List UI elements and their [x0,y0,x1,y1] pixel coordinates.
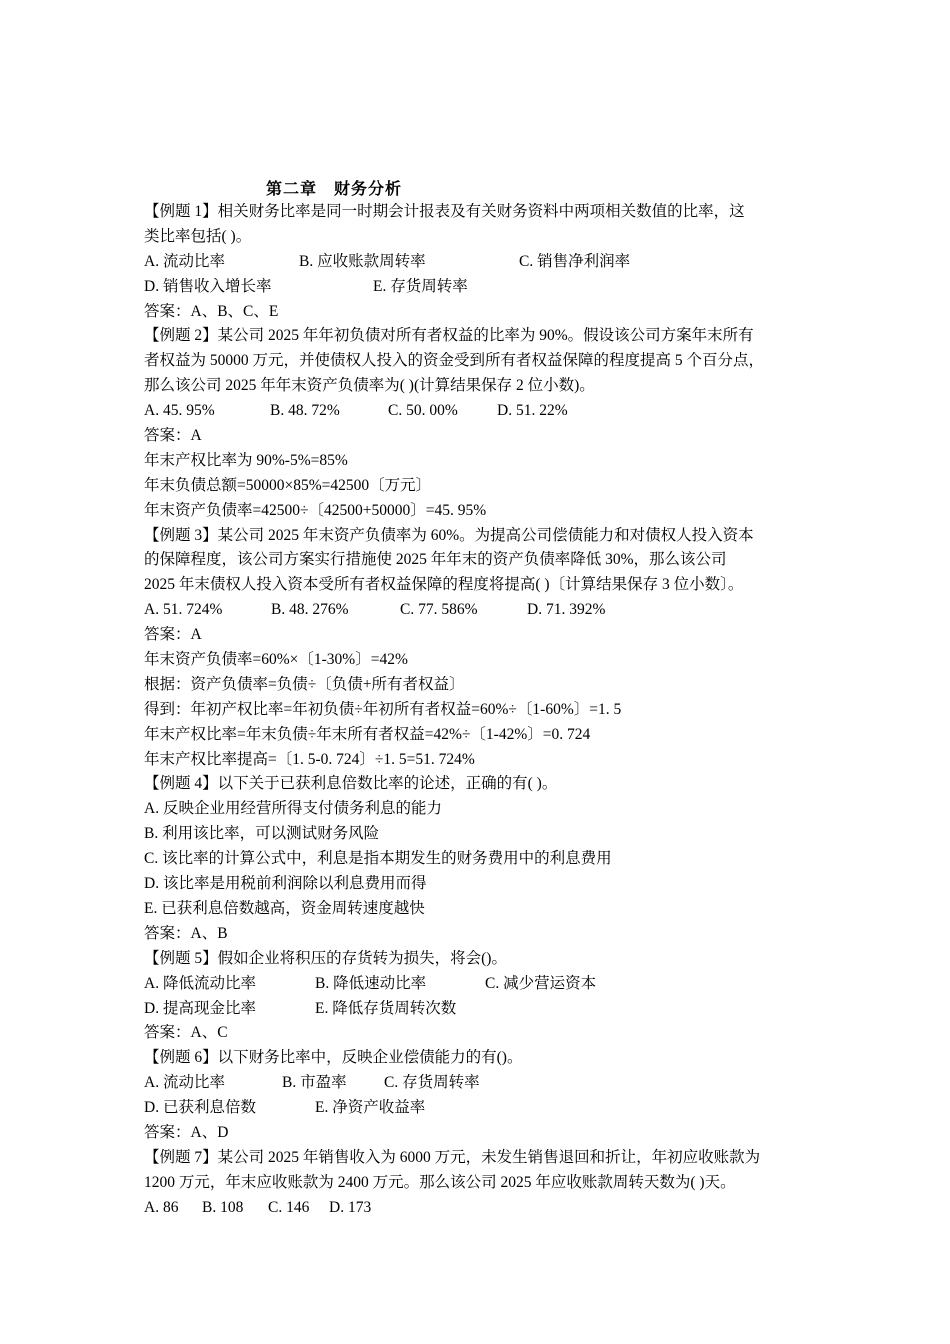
q7-option-a: A. 86 [144,1198,179,1216]
q6-options-row-1 [144,1071,814,1096]
q3-option-a: A. 51. 724% [144,601,223,619]
q6-option-b: B. 市盈率 [282,1074,347,1092]
q6-option-c: C. 存货周转率 [384,1074,480,1092]
q5-option-a: A. 降低流动比率 [144,974,256,992]
q2-stem-line-3: 那么该公司 2025 年年末资产负债率为( )(计算结果保存 2 位小数)。 [144,377,595,395]
q7-stem-line-2: 1200 万元，年末应收账款为 2400 万元。那么该公司 2025 年应收账款周转天数为( )天。 [144,1173,736,1191]
q3-solution-line-5: 年末产权比率提高=〔1. 5-0. 724〕÷1. 5=51. 724% [144,750,475,768]
q6-answer: 答案：A、D [144,1123,229,1141]
q3-option-c: C. 77. 586% [400,601,478,619]
q6-option-a: A. 流动比率 [144,1074,225,1092]
q4-option-a: A. 反映企业用经营所得支付债务利息的能力 [144,800,442,818]
q7-option-b: B. 108 [202,1198,244,1216]
q2-answer: 答案：A [144,427,202,445]
document-body [144,200,814,1221]
q3-solution-line-3: 得到：年初产权比率=年初负债÷年初所有者权益=60%÷〔1-60%〕=1. 5 [144,700,622,718]
q2-stem-line-2: 者权益为 50000 万元，并使债权人投入的资金受到所有者权益保障的程度提高 5 个百分点， [144,352,765,370]
q2-solution-line-2: 年末负债总额=50000×85%=42500〔万元〕 [144,476,432,494]
q3-solution-line-4: 年末产权比率=年末负债÷年末所有者权益=42%÷〔1-42%〕=0. 724 [144,725,591,743]
q3-solution-line-2: 根据：资产负债率=负债÷〔负债+所有者权益〕 [144,675,465,693]
q6-options-row-2 [144,1096,814,1121]
q1-answer: 答案：A、B、C、E [144,302,279,320]
q5-options-row-2 [144,997,814,1022]
q6-option-d: D. 已获利息倍数 [144,1099,256,1117]
q2-options-row [144,399,814,424]
q4-answer: 答案：A、B [144,924,228,942]
q7-option-c: C. 146 [268,1198,310,1216]
q5-option-c: C. 减少营运资本 [485,974,597,992]
q4-stem: 【例题 4】以下关于已获利息倍数比率的论述，正确的有( )。 [144,775,558,793]
q2-option-a: A. 45. 95% [144,402,215,420]
q5-option-d: D. 提高现金比率 [144,999,256,1017]
q2-solution-line-1: 年末产权比率为 90%-5%=85% [144,451,348,469]
q4-option-e: E. 已获利息倍数越高，资金周转速度越快 [144,899,425,917]
q3-option-b: B. 48. 276% [271,601,349,619]
q2-option-c: C. 50. 00% [388,402,458,420]
q7-option-d: D. 173 [329,1198,372,1216]
q5-options-row-1 [144,972,814,997]
q1-option-b: B. 应收账款周转率 [299,252,426,270]
q3-stem-line-2: 的保障程度，该公司方案实行措施使 2025 年年末的资产负债率降低 30%，那么该公司 [144,551,727,569]
q5-option-e: E. 降低存货周转次数 [315,999,457,1017]
q3-solution-line-1: 年末资产负债率=60%×〔1-30%〕=42% [144,651,408,669]
q4-option-d: D. 该比率是用税前利润除以利息费用而得 [144,875,427,893]
q3-option-d: D. 71. 392% [527,601,606,619]
q2-option-b: B. 48. 72% [270,402,340,420]
q7-options-row [144,1196,814,1221]
q2-stem-line-1: 【例题 2】某公司 2025 年年初负债对所有者权益的比率为 90%。假设该公司方案年末所有 [144,327,754,345]
q5-answer: 答案：A、C [144,1024,228,1042]
q6-stem: 【例题 6】以下财务比率中，反映企业偿债能力的有()。 [144,1049,523,1067]
q1-option-d: D. 销售收入增长率 [144,277,272,295]
q3-answer: 答案：A [144,626,202,644]
q4-option-c: C. 该比率的计算公式中，利息是指本期发生的财务费用中的利息费用 [144,850,612,868]
q3-stem-line-1: 【例题 3】某公司 2025 年末资产负债率为 60%。为提高公司偿债能力和对债权人投入资本 [144,526,754,544]
q5-option-b: B. 降低速动比率 [315,974,427,992]
q1-options-row-2 [144,275,814,300]
q3-options-row [144,598,814,623]
q5-stem: 【例题 5】假如企业将积压的存货转为损失，将会()。 [144,949,507,967]
q1-option-c: C. 销售净利润率 [519,252,631,270]
q4-option-b: B. 利用该比率，可以测试财务风险 [144,825,380,843]
chapter-title: 第二章 财务分析 [266,181,403,198]
q2-option-d: D. 51. 22% [497,402,568,420]
q1-stem-line-1: 【例题 1】相关财务比率是同一时期会计报表及有关财务资料中两项相关数值的比率，这 [144,203,745,220]
q7-stem-line-1: 【例题 7】某公司 2025 年销售收入为 6000 万元，未发生销售退回和折让，年初应收账款为 [144,1148,761,1166]
q1-option-a: A. 流动比率 [144,252,225,270]
q3-stem-line-3: 2025 年末债权人投入资本受所有者权益保障的程度将提高( )〔计算结果保存 3 位小数〕。 [144,576,744,594]
q2-solution-line-3: 年末资产负债率=42500÷〔42500+50000〕=45. 95% [144,501,487,519]
q1-options-row-1 [144,250,814,275]
q1-option-e: E. 存货周转率 [373,277,468,295]
q6-option-e: E. 净资产收益率 [315,1099,426,1117]
q1-stem-line-2: 类比率包括( )。 [144,227,252,245]
